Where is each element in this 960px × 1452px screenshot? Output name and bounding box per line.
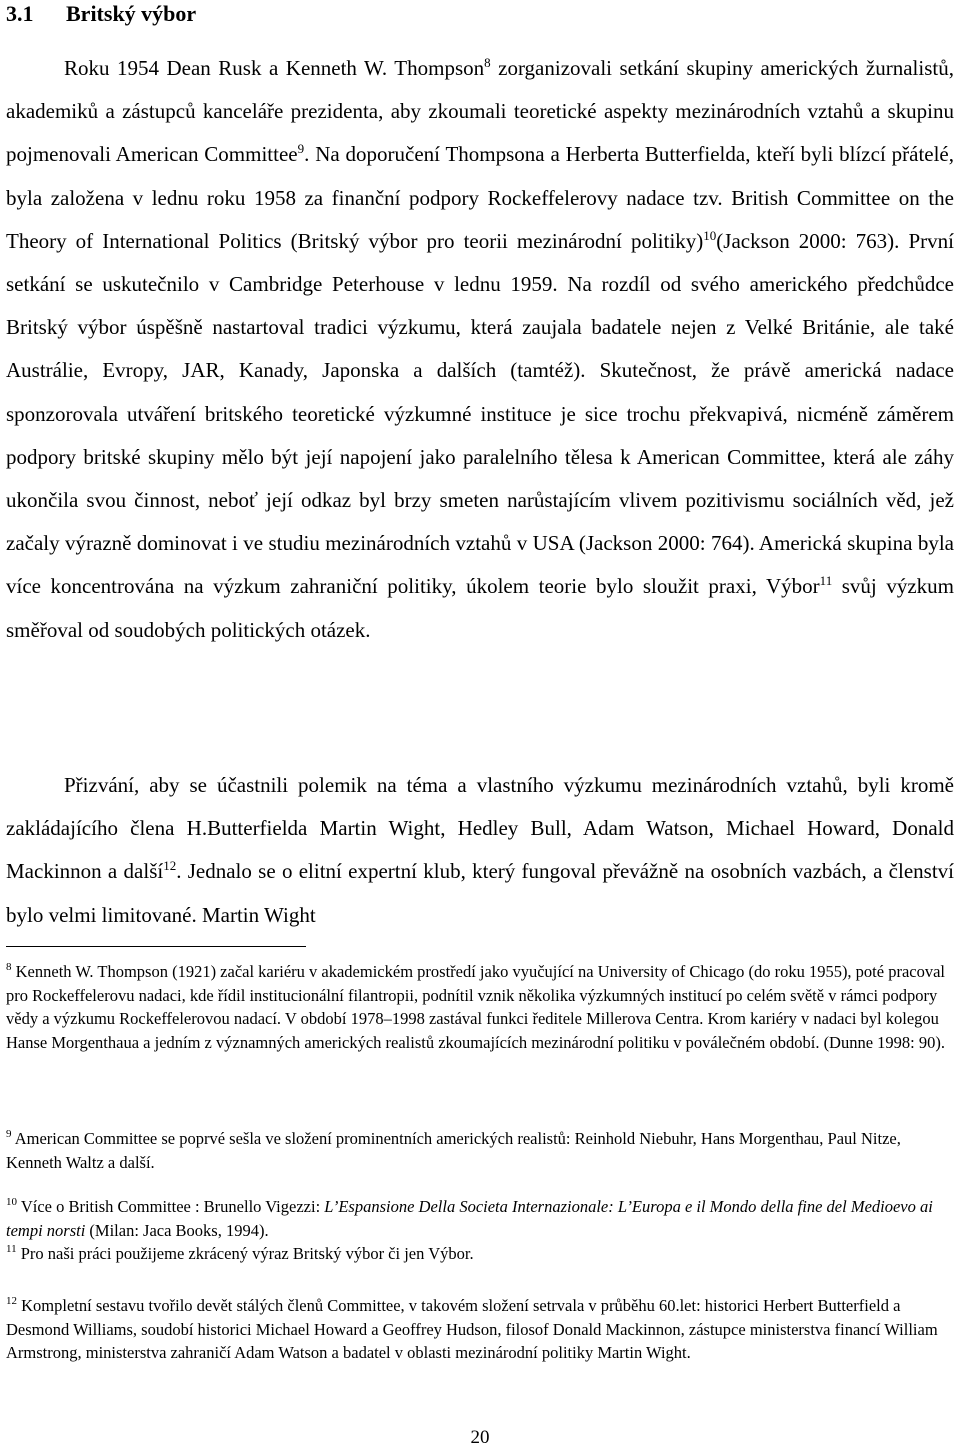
page-number: 20 — [470, 1427, 490, 1448]
footnote-ref-11[interactable]: 11 — [819, 573, 833, 589]
footnote-separator — [6, 946, 306, 947]
footnote-9-text: American Committee se poprvé sešla ve složení prominentních amerických realistů: Reinhold Niebuhr, Hans Morgenthau, Paul Nitze, Kenneth Waltz a další. — [6, 1129, 901, 1172]
footnote-9-mark: 9 — [6, 1128, 12, 1140]
footnote-ref-9[interactable]: 9 — [297, 141, 305, 157]
body-paragraph-2 — [6, 764, 954, 937]
paragraph-1-text-d: (Jackson 2000: 763). První setkání se uskutečnilo v Cambridge Peterhouse v lednu 1959. Na rozdíl od svého amerického předchůdce Britský výbor úspěšně nastartoval tradici výzkumu, která zaujala badatele nejen z Velké Británie, ale také Austrálie, Evropy, JAR, Kanady, Japonska a dalších (tamtéž). Skutečnost, že právě americká nadace sponzorovala utváření britského teoretické výzkumné instituce je sice trochu překvapivá, nicméně záměrem podpory britské skupiny mělo být její napojení jako paralelního tělesa k American Committee, která ale záhy ukončila svou činnost, neboť její odkaz byl brzy smeten narůstajícím vlivem pozitivismu sociálních věd, jež začaly výrazně dominovat i ve studiu mezinárodních vztahů v USA (Jackson 2000: 764). Americká skupina byla více koncentrována na výzkum zahraniční politiky, úkolem teorie bylo sloužit praxi, Výbor — [6, 228, 954, 599]
footnote-11 — [6, 1242, 954, 1266]
footnote-ref-12[interactable]: 12 — [163, 858, 177, 874]
paragraph-1-text-c: . Na doporučení Thompsona a Herberta Butterfielda, kteří byli blízcí přátelé, byla založena v lednu roku 1958 za finanční podpory Rockeffelerovy nadace tzv. British Committee on the Theory of International Politics (Britský výbor pro teorii mezinárodní politiky) — [6, 142, 955, 253]
footnote-10-text-a: Více o British Committee : Brunello Vigezzi: — [17, 1197, 325, 1216]
body-paragraph-1 — [6, 47, 954, 652]
paragraph-2-text-a: Přizvání, aby se účastnili polemik na téma a vlastního výzkumu mezinárodních vztahů, byli kromě zakládajícího člena H.Butterfielda Martin Wight, Hedley Bull, Adam Watson, Michael Howard, Donald Mackinnon a další — [6, 773, 954, 884]
paragraph-2-text-b: . Jednalo se o elitní expertní klub, který fungoval převážně na osobních vazbách, a členství bylo velmi limitované. Martin Wight — [6, 859, 954, 927]
section-number: 3.1 — [6, 1, 34, 26]
footnote-10-book-title: L’Espansione Della Societa Internazionale: L’Europa e il Mondo della fine del Medioevo ai tempi norsti — [6, 1197, 933, 1240]
paragraph-1-text-b: zorganizovali setkání skupiny amerických žurnalistů, akademiků a zástupců kanceláře prezidenta, aby zkoumali teoretické aspekty mezinárodních vztahů a skupinu pojmenovali American Committee — [6, 56, 954, 167]
footnote-9 — [6, 1127, 954, 1174]
footnote-12-mark: 12 — [6, 1295, 17, 1307]
footnote-ref-8[interactable]: 8 — [484, 55, 491, 70]
paragraph-1-text-a: Roku 1954 Dean Rusk a Kenneth W. Thompson — [64, 56, 485, 80]
footnote-11-text: Pro naši práci použijeme zkrácený výraz Britský výbor či jen Výbor. — [16, 1244, 474, 1263]
footnote-10 — [6, 1195, 954, 1242]
footnote-11-mark: 11 — [6, 1243, 17, 1255]
footnote-10-mark: 10 — [6, 1196, 17, 1208]
footnote-10-text-b: (Milan: Jaca Books, 1994). — [85, 1220, 269, 1240]
footnote-12-text: Kompletní sestavu tvořilo devět stálých členů Committee, v takovém složení setrvala v průběhu 60.let: historici Herbert Butterfield a Desmond Williams, soudobí historici Michael Howard a Geoffrey Hudson, filosof Donald Mackinnon, zástupce ministerstva financí William Armstrong, ministerstva zahraničí Adam Watson a badatel v oblasti mezinárodní politiky Martin Wight. — [6, 1296, 938, 1362]
footnote-8-mark: 8 — [6, 961, 12, 973]
footnote-ref-10[interactable]: 10 — [703, 227, 717, 243]
section-title: Britský výbor — [66, 1, 197, 26]
footnote-8-text: Kenneth W. Thompson (1921) začal kariéru v akademickém prostředí jako vyučující na University of Chicago (do roku 1955), poté pracoval pro Rockeffelerovu nadaci, kde řídil institucionální filantropii, podnítil vznik několika výzkumných institucí po celém světě v rámci podpory vědy a výzkumu Rockeffelerovou nadací. V období 1978–1998 zastával funkci ředitele Millerova Centra. Krom kariéry v nadaci byl kolegou Hanse Morgenthaua a jedním z významných amerických realistů zkoumajících mezinárodní politiku v poválečném období. (Dunne 1998: 90). — [6, 962, 946, 1052]
section-heading — [6, 0, 196, 28]
paragraph-1-text-e: svůj výzkum směřoval od soudobých politických otázek. — [6, 574, 954, 642]
footnote-8 — [6, 960, 954, 1054]
footnote-12 — [6, 1294, 954, 1365]
